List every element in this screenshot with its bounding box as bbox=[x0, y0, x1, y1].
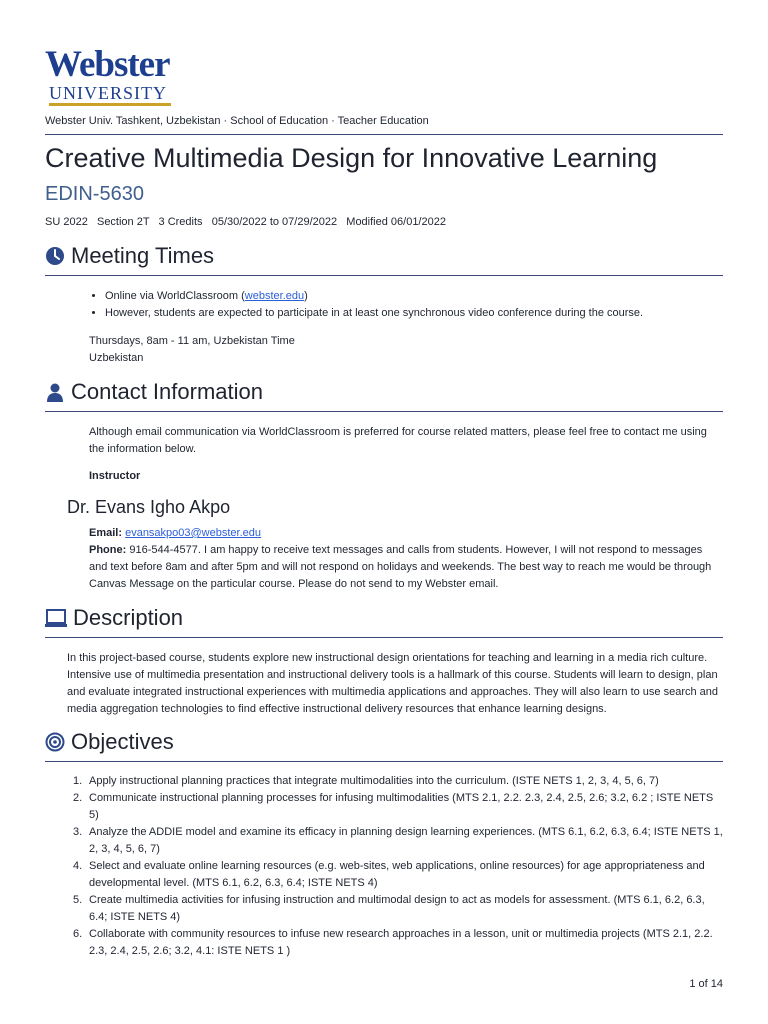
item-text: Analyze the ADDIE model and examine its efficacy in planning design learning experiences. (MTS 6.1, 6.2, 6.3, 6.4; ISTE NETS 1, 2, 3, 4, 5, 6, 7) bbox=[89, 826, 723, 855]
list-item bbox=[73, 790, 723, 824]
phone-label: Phone: bbox=[89, 544, 127, 556]
contact-intro: Although email communication via WorldClassroom is preferred for course related matters, please feel free to contact me using the information below. bbox=[89, 426, 707, 455]
meeting-location: Uzbekistan bbox=[89, 352, 144, 364]
person-icon bbox=[45, 382, 65, 402]
item-number: 3. bbox=[73, 826, 83, 838]
description-text: In this project-based course, students explore new instructional design orientations for teaching and learning in a media rich culture. Intensive use of multimedia presentation and instructional delivery tools is a hallmark of this course. Students will learn to design, plan and evaluate integrated instructional experiences with multimedia applications and approaches. They will also learn to use search and media aggregation technologies to find effective instructional delivery resources that enhance learning designs. bbox=[67, 652, 719, 715]
header-divider bbox=[45, 134, 723, 135]
item-text: Create multimedia activities for infusing instruction and multimodal design to act as models for assessment. (MTS 6.1, 6.2, 6.3, 6.4; ISTE NETS 4) bbox=[89, 894, 705, 923]
course-code: EDIN-5630 bbox=[45, 183, 144, 205]
meeting-details bbox=[89, 288, 723, 367]
institution-breadcrumb: Webster Univ. Tashkent, Uzbekistan · School of Education · Teacher Education bbox=[45, 115, 429, 127]
page-number: 1 of 14 bbox=[689, 978, 723, 990]
list-item bbox=[73, 892, 723, 926]
item-text: Apply instructional planning practices that integrate multimodalities into the curriculum. (ISTE NETS 1, 2, 3, 4, 5, 6, 7) bbox=[89, 775, 659, 787]
course-meta: SU 2022 Section 2T 3 Credits 05/30/2022 to 07/29/2022 Modified 06/01/2022 bbox=[45, 216, 446, 228]
meeting-times-title: Meeting Times bbox=[71, 243, 215, 268]
item-text: Select and evaluate online learning resources (e.g. web-sites, web applications, online resources) for age appropriateness and developmental level. (MTS 6.1, 6.2, 6.3, 6.4; ISTE NETS 4) bbox=[89, 860, 705, 889]
webster-link[interactable]: webster.edu bbox=[244, 290, 305, 302]
meeting-online-text: Online via WorldClassroom ( bbox=[105, 290, 245, 302]
clock-icon bbox=[45, 246, 65, 266]
instructor-name: Dr. Evans Igho Akpo bbox=[67, 497, 231, 517]
item-text: Communicate instructional planning processes for infusing multimodalities (MTS 2.1, 2.2. 2.3, 2.4, 2.5, 2.6; 3.2, 6.2 ; ISTE NETS 5) bbox=[89, 792, 714, 821]
objectives-title: Objectives bbox=[71, 729, 174, 754]
contact-details bbox=[89, 525, 723, 593]
email-link[interactable]: evansakpo03@webster.edu bbox=[125, 527, 262, 539]
meeting-list bbox=[89, 288, 723, 322]
email-label: Email: bbox=[89, 527, 123, 539]
item-number: 2. bbox=[73, 792, 83, 804]
item-number: 4. bbox=[73, 860, 83, 872]
contact-divider bbox=[45, 411, 723, 412]
objectives-list-wrap bbox=[73, 773, 723, 960]
laptop-icon bbox=[45, 608, 67, 628]
meeting-time: Thursdays, 8am - 11 am, Uzbekistan Time bbox=[89, 335, 295, 347]
target-icon bbox=[45, 732, 65, 752]
objectives-heading bbox=[45, 729, 174, 755]
list-item bbox=[73, 858, 723, 892]
meeting-times-heading bbox=[45, 243, 214, 269]
list-item bbox=[73, 926, 723, 960]
objectives-list bbox=[73, 773, 723, 960]
description-divider bbox=[45, 637, 723, 638]
logo-wordmark: Webster bbox=[45, 44, 170, 85]
item-number: 6. bbox=[73, 928, 83, 940]
logo-university: UNIVERSITY bbox=[49, 84, 171, 106]
description-title: Description bbox=[73, 605, 184, 630]
objectives-divider bbox=[45, 761, 723, 762]
meeting-divider bbox=[45, 275, 723, 276]
item-number: 1. bbox=[73, 775, 83, 787]
instructor-label: Instructor bbox=[89, 470, 141, 482]
contact-heading bbox=[45, 379, 263, 405]
list-item bbox=[73, 773, 723, 790]
contact-title: Contact Information bbox=[71, 379, 263, 404]
list-item bbox=[73, 824, 723, 858]
phone-text: 916-544-4577. I am happy to receive text messages and calls from students. However, I will not respond to messages and text before 8am and after 5pm and will not respond on holidays and weekends. The best way to reach me would be through Canvas Message on the particular course. Please do not send to my Webster email. bbox=[89, 544, 712, 590]
item-number: 5. bbox=[73, 894, 83, 906]
meeting-online-suffix: ) bbox=[304, 290, 308, 302]
list-item bbox=[105, 288, 723, 305]
description-heading bbox=[45, 605, 183, 631]
list-item: • However, students are expected to participate in at least one synchronous video conference during the course. bbox=[105, 305, 723, 322]
course-title: Creative Multimedia Design for Innovative Learning bbox=[45, 143, 658, 173]
item-text: Collaborate with community resources to infuse new research approaches in a lesson, unit or multimedia projects (MTS 2.1, 2.2. 2.3, 2.4, 2.5, 2.6; 3.2, 4.1: ISTE NETS 1 ) bbox=[89, 928, 713, 957]
webster-logo bbox=[45, 46, 175, 106]
